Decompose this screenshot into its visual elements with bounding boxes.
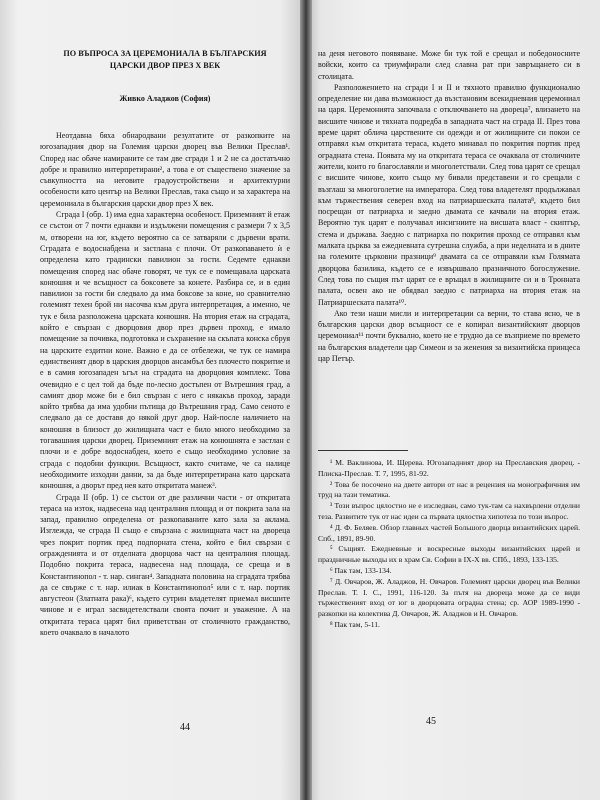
- footnotes: [318, 458, 580, 631]
- paragraph: Неотдавна бяха обнародвани резултатите от разкопките на югозападния двор на Големия царски дворец във Велики Преслав¹. Според нас обаче намираните се там две сгради 1 и 2 не са достатъчно добре и правилно интерпретирани², а това е от съществено значение за съвкупността на неговите градоустройствени и архитектурни особености като център на Велики Преслав, така също и за характера на церемониала в българския царски двор през Х век.: [40, 131, 290, 208]
- paragraph: Сграда I (обр. 1) има една характерна особеност. Приземният й етаж се състои от 7 почти еднакви и издължени помещения с размери 7 х 3,5 м, отворени на юг, където вероятно са се затваряли с дървени врати. Сградата е водоснабдена и застлана с плочи. От разкопаването ѝ е определена като градински павилион за гости. Седемте еднакви помещения според нас обаче говорят, че тук се е помещавала царската конюшня и че всъщност са боксовете за конете. Разбира се, и в един павилион за гости би следвало да има боксове за коне, но сравнително големият техен брой ни насочва към друга интерпретация, а именно, че тук е била разположена царската конюшня. На втория етаж на сградата, който е свързан с дворцовия двор през дървен проход, е имало помещение за почивка, подготовка и съхранение на скъпата конска сбруя на царските ездитни коне. Важно е да се отбележи, че тук се намира единственият двор в царския дворцов ансамбъл без плочесто покритие и е в самия югозападен ъгъл на сградата на дворцовия комплекс. Това очевидно е с цел той да бъде по-лесно достъпен от Вътрешния град, а самият двор може би е бил свързан с него с някакъв проход, заради който трябва да има удобни пътища до Вътрешния град. Само сеното е следвало да се доставя до някой друг двор. Най-после наличието на конюшня в близост до жилищната част е било много необходимо за тогавашния царски дворец. Приземният етаж на конюшнята е застлан с плочи и е добре водоснабден, което е също необходимо условие за сграда с подобни функции. Всъщност, както считаме, че са налице необходимите изходни данни, за да бъде интерпретирана като царската конюшня, а дворът пред нея като откритата манеж³.: [40, 210, 290, 491]
- paragraph-continued: на деня неговото появяване. Може би тук той е срещал и победоносните войски, които са триумфирали след славна рат при завръщането си в столицата.: [318, 49, 580, 81]
- footnote: ⁴ Д. Ф. Беляев. Обзор главных частей Большого дворца византийских царей. Спб., 1891, 89-90.: [318, 522, 580, 543]
- paragraph: Ако тези наши мисли и интерпретации са верни, то става ясно, че в българския царски двор всъщност се е копирал византийският дворцов церемониал¹¹ почти буквално, което не е трудно да се възприеме по времето на българския владетели цар Симеон и за женения за византийска принцеса цар Петър.: [318, 308, 580, 364]
- article-title: [40, 48, 290, 72]
- right-page: [306, 0, 600, 800]
- paragraph: Сграда II (обр. 1) се състои от две различни части - от откритата тераса на изток, надвесена над централния площад и от покрита зала на запад, правилно определена от разкопаваните като зала за аклама. Изглежда, че сграда II също е свързана с жилищната част на двореца чрез покрит портик пред подпорната стена, който е бил свързан с огражденията и от отделната дворцова част на централния площад. Подобно покрита тераса, надвесена над площада, се среща и в Константинопол - т. нар. синган⁴. Западната половина на сградата трябва да се свърже с т. нар. илиак в Константинопол⁵ или с т. нар. портик августеон (Златната рака)⁶, където сутрин владетелят приемал висшите чинове и е играл засвидетелствали своята почит и уважение. А на откритата тераса царят бил приветстван от столичното гражданство, което очаквало в началото: [40, 492, 290, 638]
- footnote: ¹ М. Ваклинова, И. Щерева. Югозападният двор на Преславския дворец. - Плиска-Преслав. Т. 7, 1995, 81-92.: [318, 458, 580, 478]
- title-line-1: ПО ВЪПРОСА ЗА ЦЕРЕМОНИАЛА В БЪЛГАРСКИЯ: [63, 49, 267, 58]
- footnote: ⁸ Пак там, 5-11.: [330, 619, 380, 629]
- author-line: Живко Аладжов (София): [119, 94, 211, 103]
- page-number-left: 44: [180, 722, 190, 733]
- left-body-text: [40, 130, 290, 638]
- footnote: ³ Този въпрос цялостно не е изследван, само тук-там са нахвърлени отделни теза. Развитите тук от нас идеи са първата цялостна хипотеза по този въпрос.: [318, 501, 580, 521]
- paragraph: Разположението на сгради I и II и тяхното правилно функционално определение ни дава възможност да възстановим всекидневния церемониал на царя. Церемонията започвала с отключването на двореца⁷, влизането на висшите чинове и тяхната подредба в западната част на сграда II. През това време царят облича царствените си одежди и от жилищните си покои се отправял към откритата тераса, където минавал по покрития портик пред оградната стена. Появата му на откритата тераса се очаквала от столичните жители, които го благославяли и многолетствали. След това царят се срещал с висшите чинове, които също му бивали представени и го срещали с възглаш за многоголетие на императора. След това владетелят продължавал към тържествения северен вход на патриаршеската палата⁸, където бил посрещан от патриарха и заедно двамата се качвали на втория етаж. Вероятно тук царят е получавал инсигниите на висшата власт - скиптър, стема и държава. Заедно с патриарха по покрития проход се отправял към малката църква за ежедневната сутрешна служба, а при неделната и в дните на големите църковни празници⁹ двамата са се отправяли към Голямата дворцова базилика, където се е извършвало празничното богослужение. След това по същия път царят се е връщал в жилищните си и в Тронната палата, освен ако не обядвал заедно с патриарха на втория етаж на Патриаршеската палата¹⁰.: [318, 82, 580, 307]
- footnote: ⁷ Д. Овчаров, Ж. Аладжов, Н. Овчаров. Големият царски дворец във Велики Преслав. Т. I. С., 1991, 116-120. За пътя на двореца може да се види тържественият вход от юг в дворцовата оградна стена; ср. АОР 1989-1990 - разкопки на колектива Д. Овчаров, Ж. Аладжов и Н. Овчаров.: [318, 576, 580, 619]
- footnote: ⁵ Същият. Ежедневные и воскресные выходы византийских царей и праздничные выходы их в храм Св. Софии в IX-X вв. СПб., 1893, 133-135.: [318, 544, 580, 565]
- book-gutter: [300, 0, 312, 800]
- right-body-text: [318, 48, 580, 364]
- footnote-rule: [318, 450, 408, 451]
- footnote: ² Това бе посочено на двете автори от нас в рецензия на монографичния им труд на тази тематика.: [318, 479, 580, 500]
- title-line-2: ЦАРСКИ ДВОР ПРЕЗ Х ВЕК: [109, 61, 221, 70]
- footnote: ⁶ Пак там, 133-134.: [330, 565, 392, 575]
- page-number-right: 45: [426, 716, 436, 727]
